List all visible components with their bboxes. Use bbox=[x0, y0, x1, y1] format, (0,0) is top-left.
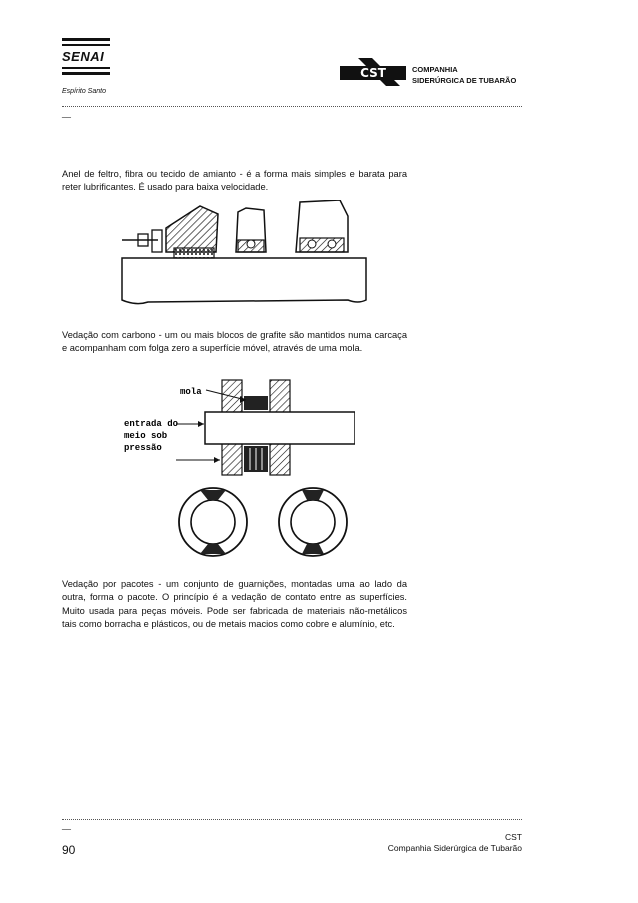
paragraph-felt-ring: Anel de feltro, fibra ou tecido de amianto - é a forma mais simples e barata para reter lubrificantes. É usado para baixa velocidade. bbox=[62, 169, 407, 193]
page-number: 90 bbox=[62, 843, 76, 857]
paragraph-carbon-seal: Vedação com carbono - um ou mais blocos de grafite são mantidos numa carcaça e acompanham com folga zero a superfície móvel, através de uma mola. bbox=[62, 330, 407, 354]
cst-logo-text: CST bbox=[360, 66, 386, 80]
footer-dash: __ bbox=[62, 821, 71, 830]
company-name bbox=[412, 64, 516, 86]
cst-logo-icon bbox=[338, 52, 408, 92]
paragraph-packing-seal: Vedação por pacotes - um conjunto de guarnições, montadas uma ao lado da outra, forma o pacote. O princípio é a vedação de contato entre as superfícies. Muito usada para peças móveis. Pode ser fabricada de materiais não-metálicos tais como borracha e plásticos, ou de metais macios como cobre e alumínio, etc. bbox=[62, 579, 407, 630]
senai-logo-text: SENAI bbox=[62, 49, 105, 64]
inlet-label-line1: entrada do bbox=[124, 419, 179, 429]
senai-region: Espírito Santo bbox=[62, 88, 106, 95]
spring-label: mola bbox=[180, 387, 202, 397]
company-name-line2: SIDERÚRGICA DE TUBARÃO bbox=[412, 76, 517, 85]
header-rule bbox=[62, 106, 522, 107]
inlet-label-line3: pressão bbox=[124, 443, 162, 453]
header-dash: __ bbox=[62, 109, 71, 118]
footer-org-name: Companhia Siderúrgica de Tubarão bbox=[387, 843, 522, 853]
carbon-seal-figure bbox=[110, 372, 355, 577]
company-name-line1: COMPANHIA bbox=[412, 65, 458, 74]
footer-rule bbox=[62, 819, 522, 820]
logo-bar bbox=[62, 38, 110, 41]
inlet-label-line2: meio sob bbox=[124, 431, 168, 441]
felt-ring-seal-figure bbox=[118, 200, 370, 308]
senai-logo bbox=[62, 38, 110, 78]
logo-bar bbox=[62, 67, 110, 69]
footer-org-code: CST bbox=[505, 832, 522, 842]
logo-bar bbox=[62, 44, 110, 46]
logo-bar bbox=[62, 72, 110, 75]
